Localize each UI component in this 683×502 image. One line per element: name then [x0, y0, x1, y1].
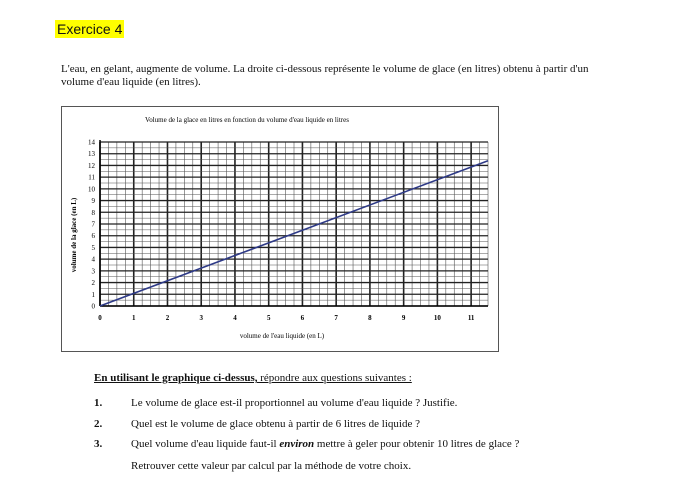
question-number: 1. — [94, 397, 103, 409]
x-tick-label: 9 — [401, 314, 406, 322]
chart-frame — [61, 106, 499, 352]
questions-heading-rest: répondre aux questions suivantes : — [257, 372, 412, 384]
followup-text: Retrouver cette valeur par calcul par la méthode de votre choix. — [131, 460, 412, 472]
x-tick-label: 4 — [233, 314, 237, 322]
y-tick-label: 4 — [91, 255, 95, 264]
y-tick-label: 7 — [91, 220, 95, 229]
y-tick-label: 0 — [91, 302, 95, 311]
y-tick-label: 12 — [88, 161, 95, 170]
exercise-title: Exercice 4 — [57, 21, 123, 37]
y-tick-label: 2 — [91, 279, 95, 288]
question-text — [131, 438, 519, 450]
exercise-intro: L'eau, en gelant, augmente de volume. La droite ci-dessous représente le volume de glace (en litres) obtenu à partir d'un volume d'eau liquide (en litres). — [61, 63, 589, 88]
x-tick-label: 2 — [165, 314, 170, 322]
x-tick-label: 10 — [433, 314, 441, 322]
x-axis-label: volume de l'eau liquide (en L) — [239, 332, 325, 340]
x-tick-label: 5 — [266, 314, 271, 322]
question-text-part: Le volume de glace est-il proportionnel au volume d'eau liquide ? Justifie. — [131, 397, 458, 409]
question-emphasis: environ — [279, 438, 315, 450]
chart-grid — [100, 142, 488, 306]
question-text-part: mettre à geler pour obtenir 10 litres de glace ? — [314, 438, 520, 450]
questions-heading-bold: En utilisant le graphique ci-dessus, — [94, 372, 258, 384]
x-tick-label: 7 — [334, 314, 338, 322]
y-axis-label: volume de la glace (en L) — [70, 197, 78, 273]
question-text — [131, 418, 420, 430]
y-tick-label: 14 — [88, 138, 95, 147]
y-tick-label: 5 — [91, 243, 95, 252]
question-number: 3. — [94, 438, 103, 450]
chart-title: Volume de la glace en litres en fonction du volume d'eau liquide en litres — [145, 116, 349, 124]
y-tick-label: 1 — [91, 290, 95, 299]
y-tick-label: 9 — [91, 197, 95, 206]
y-tick-label: 6 — [91, 232, 95, 241]
question-number: 2. — [94, 418, 103, 430]
x-tick-label: 6 — [300, 314, 305, 322]
x-tick-label: 11 — [467, 314, 475, 322]
y-tick-label: 8 — [91, 208, 95, 217]
x-tick-label: 1 — [131, 314, 136, 322]
y-tick-label: 11 — [88, 173, 95, 182]
x-tick-label: 3 — [199, 314, 203, 322]
x-tick-label: 0 — [98, 314, 102, 322]
y-tick-label: 13 — [88, 150, 95, 159]
chart — [62, 107, 498, 351]
y-tick-label: 3 — [91, 267, 95, 276]
questions-heading — [94, 372, 412, 384]
question-text-part: Quel est le volume de glace obtenu à partir de 6 litres de liquide ? — [131, 418, 420, 430]
question-text — [131, 397, 457, 409]
y-tick-label: 10 — [88, 185, 95, 194]
question-text-part: Quel volume d'eau liquide faut-il — [131, 438, 280, 450]
x-tick-label: 8 — [368, 314, 372, 322]
